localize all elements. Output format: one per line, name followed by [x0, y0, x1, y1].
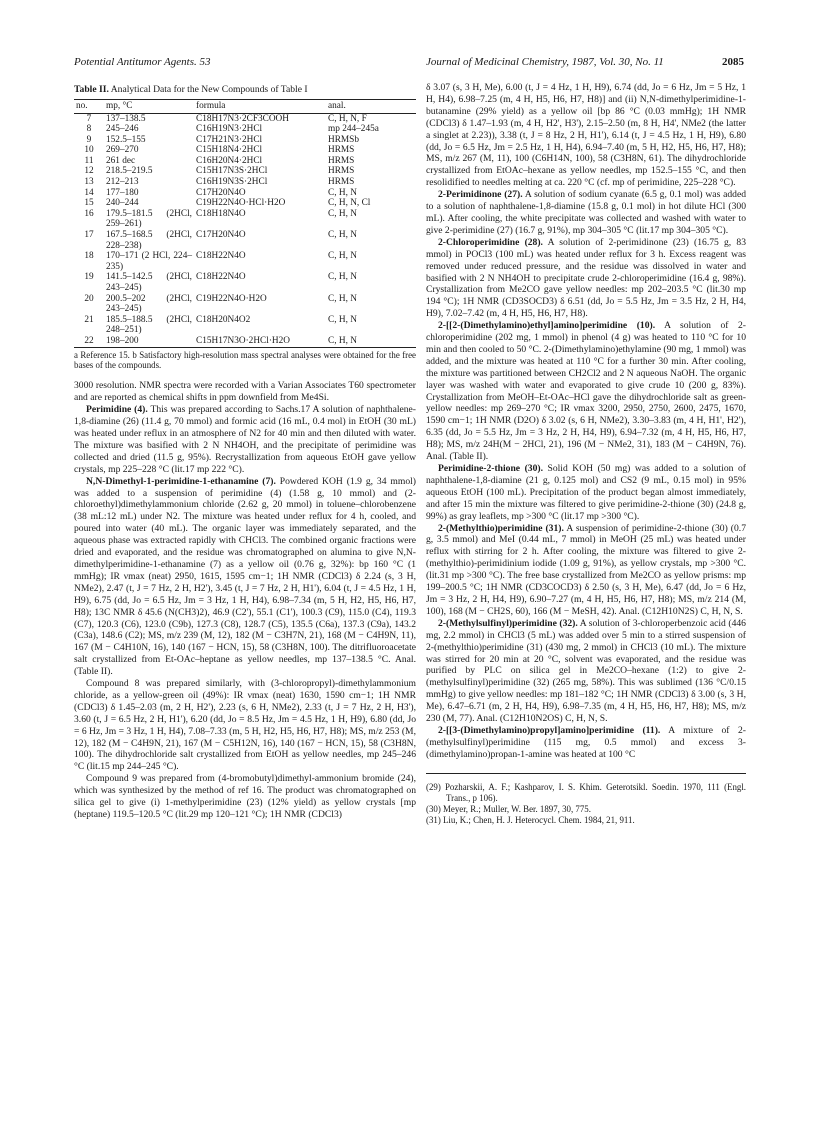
table-row: [74, 124, 416, 135]
table-cell: HRMS: [328, 155, 355, 166]
journal-citation: Journal of Medicinal Chemistry, 1987, Vol. 30, No. 11: [426, 56, 664, 68]
paragraph-text: A mixture of 2-(methylsulfinyl)perimidine (115 mg, 0.5 mmol) and excess 3-(dimethylamino)propan-1-amine was heated at 100 °C: [426, 724, 746, 760]
table-cell: 137–138.5: [106, 113, 146, 124]
table-cell: 185.5–188.5 (2HCl, 248–251): [106, 314, 192, 336]
table-cell: mp 244–245a: [328, 124, 379, 135]
table-cell: C17H20N4O: [196, 187, 246, 198]
table-cell: C, H, N: [328, 314, 357, 325]
table-cell: 167.5–168.5 (2HCl, 228–238): [106, 230, 192, 251]
table-cell: 141.5–142.5 (2HCl, 243–245): [106, 272, 192, 293]
table-cell: C, H, N: [328, 230, 357, 241]
table-row: [74, 198, 416, 209]
paragraph: [74, 678, 416, 773]
table-cell: 17: [84, 230, 94, 241]
section-heading: Perimidine-2-thione (30).: [438, 463, 543, 474]
left-body-text: [74, 380, 416, 821]
table-cell: 7: [86, 113, 92, 124]
table-cell: C17H21N3·2HCl: [196, 134, 263, 145]
running-header-right: [426, 56, 744, 68]
table-cell: 269–270: [106, 145, 139, 156]
table-cell: C18H20N4O2: [196, 314, 251, 325]
table-cell: 170–171 (2 HCl, 224–235): [106, 251, 192, 272]
table-cell: C17H20N4O: [196, 230, 246, 241]
table-cell: 198–200: [104, 336, 194, 347]
section-heading: 2-[[2-(Dimethylamino)ethyl]amino]perimidine (10).: [438, 320, 656, 332]
paragraph-text: This was prepared according to Sachs.17 A solution of naphthalene-1,8-diamine (26) (11.4 g, 70 mmol) and formic acid (16 mL, 0.4 mol) in EtOH (30 mL) was heated under reflux in an atmosphere of N2 for 40 min and then diluted with water. The mixture was basified with 2 N NH4OH, and the precipitate of perimidine was collected and dried (11.5 g, 95%). Recrystallization from aqueous EtOH gave yellow crystals, mp 225–228 °C (lit.17 mp 222 °C).: [74, 404, 417, 475]
section-heading: Perimidine (4).: [86, 404, 148, 416]
table-header-cell: no.: [74, 99, 104, 113]
table-cell: C18H22N4O: [196, 251, 246, 262]
paragraph-text: A solution of 2-chloroperimidine (202 mg, 1 mmol) in phenol (4 g) was heated to 110 °C for 10 min and then cooled to 50 °C. 2-(Dimethylamino)ethylamine (90 mg, 1 mmol) was added, and the mixture was heated at 110 °C for a further 30 min. After cooling, the mixture was partitioned between CH2Cl2 and 2 N aqueous NaOH. The organic layer was washed with water and evaporated to give crude 10 (200 g, 83%). Crystallization from MeOH–Et-OAc–HCl gave the dihydrochloride salt as green-yellow needles: mp 269–270 °C; IR νmax 3200, 2950, 2750, 2600, 2475, 1670, 1590 cm−1; 1H NMR (D2O) δ 3.02 (s, 6 H, NMe2), 3.30–3.83 (m, 4 H, H1', H2'), 6.35 (dd, Jo = 5.5 Hz, Jm = 3 Hz, 2 H, H4, H9), 6.94–7.32 (m, 4 H, H5, H6, H7, H8); MS, m/z 24H(M − 2HCl, 21), 196 (M − NMe2, 31), 183 (M − C4H9N, 76). Anal. (Table II).: [426, 320, 746, 463]
paragraph-text: A solution of 2-perimidinone (23) (16.75 g, 83 mmol) in POCl3 (100 mL) was heated under reflux for 3 h. Excess reagent was removed under reduced pressure, and the residue was dissolved in water and basified with 2 N NH4OH to precipitate crude 2-chloroperimidine (16.4 g, 98%). Crystallization from Me2CO gave yellow needles: mp 202–203.5 °C (lit.30 mp 194 °C); 1H NMR (CD3SOCD3) δ 6.51 (dd, Jo = 5.5 Hz, Jm = 3.5 Hz, 2 H, H4, H9), 7.02–7.42 (m, 4 H, H5, H6, H7, H8).: [426, 236, 746, 320]
table-row: [74, 230, 416, 251]
section-heading: 2-[[3-(Dimethylamino)propyl]amino]perimidine (11).: [438, 724, 661, 736]
table-cell: C18H18N4O: [196, 208, 246, 219]
paragraph: [426, 237, 746, 320]
table-cell: 13: [84, 177, 94, 188]
section-heading: N,N-Dimethyl-1-perimidine-1-ethanamine (7).: [86, 475, 276, 487]
table-cell: C, H, N, Cl: [328, 198, 371, 209]
paragraph: [426, 320, 746, 463]
table-row: [74, 177, 416, 188]
paragraph-text: A solution of sodium cyanate (6.5 g, 0.1 mol) was added to a solution of naphthalene-1,8-diamine (15.8 g, 0.1 mol) in hot dilute HCl (300 mL). After cooling, the white precipitate was collected and washed with water to give 2-perimidine (27) (16.7 g, 91%), mp 304–305 °C (lit.17 mp 304–305 °C).: [426, 189, 747, 236]
table-title: Analytical Data for the New Compounds of Table I: [108, 84, 308, 95]
paragraph: [74, 773, 416, 821]
paragraph-text: 3000 resolution. NMR spectra were recorded with a Varian Associates T60 spectrometer and are reported as chemical shifts in ppm downfield from Me4Si.: [74, 380, 416, 404]
running-header-left: Potential Antitumor Agents. 53: [74, 56, 211, 68]
references: [426, 773, 746, 827]
table-cell: 212–213: [106, 177, 139, 188]
table-cell: 240–244: [106, 198, 139, 209]
paragraph: [74, 404, 416, 475]
table-cell: 200.5–202 (2HCl, 243–245): [106, 293, 192, 315]
table-cell: C, H, N: [328, 293, 357, 304]
table-cell: 9: [86, 134, 92, 145]
paragraph-text: δ 3.07 (s, 3 H, Me), 6.00 (t, J = 4 Hz, 1 H, H9), 6.74 (dd, Jo = 6 Hz, Jm = 5 Hz, 1 H, H4), 6.98–7.25 (m, 4 H, H5, H6, H7, H8)] and (ii) N,N-dimethylperimidine-1-butanamine (29% yield) as a yellow oil [bp 86 °C (0.03 mmHg); 1H NMR (CDCl3) δ 1.47–1.93 (m, 4 H, H2', H3'), 2.15–2.50 (m, 8 H, H4', NMe2 (the latter a singlet at 2.23)), 3.38 (t, J = 8 Hz, 2 H, H1'), 6.14 (t, J = 4.5 Hz, 1 H, H9), 6.80 (dd, Jo = 6.5 Hz, Jm = 2.5 Hz, 1 H, H4), 6.94–7.40 (m, 5 H, H2, H5, H6, H7, H8); MS, m/z 267 (M, 11), 100 (C6H14N, 100), 58 (C3H8N, 61). The dihydrochloride crystallized from EtOAc–hexane as yellow needles, mp 152.5–155 °C, and then resolidified to needles melting at ca. 220 °C (cf. mp of perimidine, 225–228 °C).: [426, 82, 746, 189]
table-cell: 12: [84, 166, 94, 177]
reference-item: (31) Liu, K.; Chen, H. J. Heterocycl. Chem. 1984, 21, 911.: [426, 815, 635, 826]
paragraph: [426, 189, 746, 237]
paragraph-text: A solution of 3-chloroperbenzoic acid (446 mg, 2.2 mmol) in CHCl3 (5 mL) was added over 5 min to a stirred suspension of 2-(methylthio)perimidine (31) (430 mg, 2 mmol) in CHCl3 (10 mL). The mixture was stirred for 20 min at 20 °C, solvent was evaporated, and the residue was purified by PLC on silica gel in Me2CO–hexane (1:2) to give 2-(methylsulfinyl)perimidine (32) (265 mg, 58%). This was sublimed (136 °C/0.15 mmHg) to give yellow needles: mp 181–182 °C; 1H NMR (CDCl3) δ 3.00 (s, 3 H, Me), 6.47–6.71 (m, 2 H, H4, H9), 6.98–7.35 (m, 4 H, H5, H6, H7, H8); MS, m/z 230 (M, 77). Anal. (C12H10N2OS) C, H, N, S.: [426, 617, 746, 725]
table-label: Table II.: [74, 84, 109, 95]
table-cell: C, H, N: [326, 336, 416, 347]
table-cell: C, H, N: [328, 208, 357, 219]
table-cell: 8: [86, 124, 92, 135]
paragraph: [426, 618, 746, 725]
table-cell: HRMS: [328, 145, 355, 156]
table-row: [74, 166, 416, 177]
table-cell: 179.5–181.5 (2HCl, 259–261): [106, 208, 192, 230]
table-cell: C16H20N4·2HCl: [196, 155, 263, 166]
table-cell: C, H, N, F: [328, 113, 367, 124]
paragraph: [426, 82, 746, 189]
section-heading: 2-(Methylthio)perimidine (31).: [438, 522, 564, 534]
table-cell: 16: [84, 208, 94, 219]
table-cell: HRMSb: [328, 134, 360, 145]
table-row: [74, 135, 416, 146]
table-cell: 22: [74, 336, 104, 347]
page-number: 2085: [722, 56, 744, 68]
table-cell: C18H17N3·2CF3COOH: [196, 113, 289, 124]
table-caption: [74, 84, 416, 96]
table-row: [74, 156, 416, 167]
section-heading: 2-Chloroperimidine (28).: [438, 236, 543, 248]
right-column: [426, 82, 746, 826]
table-row: [74, 113, 416, 124]
table-cell: C19H22N4O·H2O: [196, 293, 267, 304]
table-cell: 152.5–155: [106, 134, 146, 145]
reference-item: (29) Pozharskii, A. F.; Kashparov, I. S. Khim. Geterotsikl. Soedin. 1970, 111 (Engl. Trans., p 106).: [426, 781, 746, 803]
table-cell: C19H22N4O·HCl·H2O: [196, 198, 286, 209]
table-row: [74, 272, 416, 293]
paragraph: [426, 725, 746, 761]
paragraph: [74, 476, 416, 678]
table-cell: 18: [84, 251, 94, 262]
paragraph-text: Solid KOH (50 mg) was added to a solution of naphthalene-1,8-diamine (21 g, 0.125 mol) and CS2 (9 mL, 0.15 mol) in 95% aqueous EtOH (100 mL). Precipitation of the product began almost immediately, and after 15 min the mixture was filtered to give perimidine-2-thione (30) (24.8 g, 99%) as gray leaflets, mp >300 °C (lit.17 mp >300 °C).: [426, 463, 746, 522]
table-cell: C, H, N: [328, 251, 357, 262]
table-row: [74, 294, 416, 315]
table-cell: 245–246: [106, 124, 139, 135]
table-cell: C15H17N3O·2HCl·H2O: [194, 336, 326, 347]
table-cell: 218.5–219.5: [106, 166, 153, 177]
table-cell: 19: [84, 272, 94, 283]
table-footnote: a Reference 15. b Satisfactory high-resolution mass spectral analyses were obtained for the free bases of the compounds.: [74, 349, 416, 370]
section-heading: 2-(Methylsulfinyl)perimidine (32).: [438, 617, 578, 629]
paragraph-text: Powdered KOH (1.9 g, 34 mmol) was added to a suspension of perimidine (4) (1.58 g, 10 mmol) and (2-chloroethyl)dimethylammonium chloride (2.62 g, 20 mmol) in toluene–chlorobenzene (38 mL:12 mL) under N2. The mixture was heated under reflux for 4 h, cooled, and poured into water (40 mL). The organic layer was immediately separated, and the aqueous phase was extracted rapidly with CHCl3. The combined organic fractions were dried and evaporated, and the residue was chromatographed on alumina to give N,N-dimethylperimidine-1-ethanamine (7) as a yellow oil (0.76 g, 32%): bp 160 °C (1 mmHg); IR νmax (neat) 2950, 1615, 1595 cm−1; 1H NMR (CDCl3) δ 2.24 (s, 3 H, NMe2), 2.47 (t, J = 7 Hz, 2 H, H2'), 3.45 (t, J = 7 Hz, 2 H, H1'), 6.04 (t, J = 4.5 Hz, 1 H, H9), 6.75 (dd, Jo = 6.5 Hz, Jm = 3 Hz, 1 H, H4), 6.98–7.34 (m, 5 H, H2, H5, H6, H7, H8); 13C NMR δ 45.6 (N(CH3)2), 46.9 (C2'), 55.1 (C1'), 100.3 (C9), 115.0 (C4), 119.3 (C7), 120.3 (C6), 123.0 (C9b), 127.3 (C8), 128.7 (C5), 135.5 (C6a), 137.3 (C9a), 143.2 (C3a), 148.6 (C2); MS, m/z 239 (M, 12), 182 (M − C3H7N, 21), 168 (M − C4H9N, 11), 167 (M − C4H10N, 16), 140 (167 − HCN, 15), 58 (C3H8N, 100). The ditrifluoroacetate salt crystallized from Et-OAc–heptane as yellow needles, mp 137–138.5 °C. Anal. (Table II).: [74, 475, 416, 678]
paragraph-text: Compound 9 was prepared from (4-bromobutyl)dimethyl-ammonium bromide (24), which was synthesized by the method of ref 16. The product was chromatographed on silica gel to give (i) 1-methylperimidine (23) (12% yield) as yellow crystals [mp (heptane) 119.5–120.5 °C (lit.29 mp 120–121 °C); 1H NMR (CDCl3): [74, 773, 416, 820]
reference-item: (30) Meyer, R.; Muller, W. Ber. 1897, 30, 775.: [426, 804, 591, 815]
paragraph: [426, 463, 746, 523]
table-row: [74, 188, 416, 199]
table-cell: HRMS: [328, 177, 355, 188]
table-row: [74, 251, 416, 272]
table-row: [74, 315, 416, 336]
table-cell: 177–180: [106, 187, 139, 198]
paragraph-text: Compound 8 was prepared similarly, with (3-chloropropyl)-dimethylammonium chloride, as a yellow-green oil (49%): IR νmax (neat) 1630, 1590 cm−1; 1H NMR (CDCl3) δ 1.45–2.03 (m, 2 H, H2'), 2.23 (s, 6 H, NMe2), 2.33 (t, J = 7 Hz, 2 H, H3'), 3.60 (t, J = 6.5 Hz, 2 H, H1'), 6.20 (dd, Jo = 8.5 Hz, Jm = 4.5 Hz, 1 H, H9), 6.80 (dd, Jo = 6 Hz, Jm = 3 Hz, 1 H, H4), 7.08–7.33 (m, 5 H, H2, H5, H6, H7, H8); MS, m/z 253 (M, 12), 182 (M − C4H9N, 21), 167 (M − C5H12N, 16), 140 (167 − HCN, 15), 58 (C3H8N, 100). The dihydrochloride salt crystallized from EtOH as yellow needles, mp 245–246 °C (lit.15 mp 244–245 °C).: [74, 678, 416, 773]
table-header-cell: mp, °C: [104, 99, 194, 113]
table-cell: C15H17N3S·2HCl: [196, 166, 268, 177]
table-header-cell: formula: [194, 99, 326, 113]
table-cell: 20: [84, 293, 94, 304]
table-row: [74, 145, 416, 156]
paragraph: [74, 380, 416, 404]
table-cell: C, H, N: [328, 272, 357, 283]
right-body-text: [426, 82, 746, 761]
table-row: [74, 209, 416, 230]
left-column: [74, 82, 416, 821]
table-cell: C16H19N3·2HCl: [196, 124, 263, 135]
table-cell: HRMS: [328, 166, 355, 177]
analytical-data-table: [74, 99, 416, 348]
table-cell: 11: [84, 155, 94, 166]
paragraph-text: A suspension of perimidine-2-thione (30) (0.7 g, 3.5 mmol) and MeI (0.44 mL, 7 mmol) in MeOH (25 mL) was heated under reflux with stirring for 2 h. After cooling, the mixture was filtered to give 2-(methylthio)-perimidinium iodide (1.09 g, 91%), as yellow crystals, mp >300 °C. (lit.31 mp >300 °C). The free base crystallized from Me2CO as yellow prisms: mp 199–200.5 °C; 1H NMR (CD3COCD3) δ 2.50 (s, 3 H, Me), 6.47 (dd, Jo = 6 Hz, Jm = 3 Hz, 2 H, H4, H9), 6.90–7.27 (m, 4 H, H5, H6, H7, H8); MS, m/z 214 (M, 100), 168 (M − CH2S, 60), 166 (M − MeSH, 42). Anal. (C12H10N2S) C, H, N, S.: [426, 522, 746, 617]
table-cell: 14: [84, 187, 94, 198]
section-heading: 2-Perimidinone (27).: [438, 189, 523, 201]
table-cell: 21: [84, 314, 94, 325]
table-cell: 10: [84, 145, 94, 156]
table-row: [74, 336, 416, 347]
table-cell: C, H, N: [328, 187, 357, 198]
table-cell: 261 dec: [106, 155, 136, 166]
table-header-cell: anal.: [326, 99, 416, 113]
paragraph: [426, 523, 746, 618]
table-cell: C15H18N4·2HCl: [196, 145, 263, 156]
table-cell: C18H22N4O: [196, 272, 246, 283]
table-cell: 15: [84, 198, 94, 209]
table-cell: C16H19N3S·2HCl: [196, 177, 268, 188]
